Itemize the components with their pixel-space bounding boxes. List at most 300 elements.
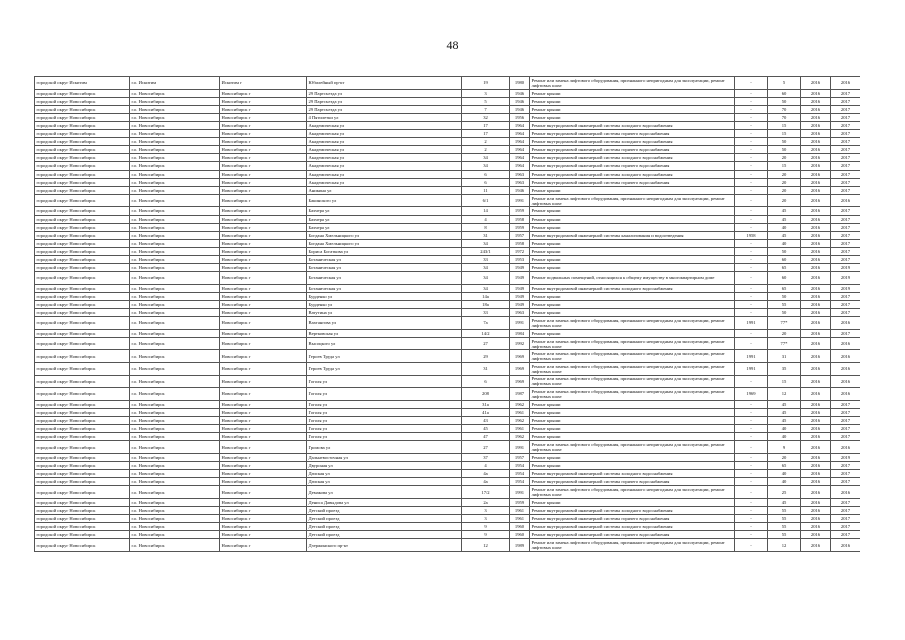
table-cell: - (735, 284, 768, 292)
table-cell: 31 (768, 350, 801, 363)
table-cell: 1961 (510, 506, 530, 514)
table-cell: 29 Партсъезда ул (307, 97, 462, 105)
table-cell: Новосибирск г (220, 264, 307, 272)
table-cell: 60 (768, 89, 801, 97)
table-cell: г.о. Новосибирск (130, 539, 220, 552)
table-cell: 43 (462, 416, 510, 424)
table-cell: 9 (768, 441, 801, 454)
table-cell: 2017 (831, 461, 861, 469)
table-cell: городской округ Новосибирск (35, 408, 130, 416)
table-cell: городской округ Новосибирск (35, 539, 130, 552)
table-cell: г.о. Новосибирск (130, 441, 220, 454)
table-cell: 34 (462, 272, 510, 285)
table-cell: г.о. Новосибирск (130, 408, 220, 416)
table-cell: 50 (768, 309, 801, 317)
table-cell: Ремонт крыши (530, 453, 735, 461)
table-row (35, 239, 861, 247)
table-cell: г.о. Новосибирск (130, 375, 220, 388)
table-cell: Ремонт внутридомовой инженерной системы горячего водоснабжения (530, 531, 735, 539)
table-cell: 1958 (510, 215, 530, 223)
table-cell: городской округ Новосибирск (35, 255, 130, 263)
table-row (35, 317, 861, 330)
table-cell: 2016 (801, 146, 831, 154)
table-row (35, 309, 861, 317)
table-cell: городской округ Новосибирск (35, 375, 130, 388)
table-cell: - (735, 433, 768, 441)
table-cell: 2016 (801, 292, 831, 300)
table-cell: 2016 (831, 194, 861, 207)
table-cell: 20 (768, 170, 801, 178)
table-cell: г.о. Новосибирск (130, 470, 220, 478)
table-cell: г.о. Новосибирск (130, 121, 220, 129)
table-cell: 29 Партсъезда ул (307, 105, 462, 113)
table-cell: 1959 (510, 207, 530, 215)
table-cell: 4а (462, 470, 510, 478)
table-cell: городской округ Новосибирск (35, 363, 130, 376)
table-cell: Ремонт или замена лифтового оборудования, признанного непригодным для эксплуатации, ремонт лифтовых шахт (530, 375, 735, 388)
table-cell: городской округ Новосибирск (35, 425, 130, 433)
table-cell: г.о. Новосибирск (130, 388, 220, 401)
table-row (35, 292, 861, 300)
table-cell: 1969 (510, 350, 530, 363)
table-cell: 55 (768, 531, 801, 539)
table-cell: 45 (768, 231, 801, 239)
table-cell: 2017 (831, 105, 861, 113)
table-cell: 2017 (831, 408, 861, 416)
table-cell: 1964 (510, 138, 530, 146)
table-cell: 2019 (831, 284, 861, 292)
table-cell: 9 (462, 523, 510, 531)
table-cell: Новосибирск г (220, 154, 307, 162)
table-row (35, 121, 861, 129)
table-cell: 1969 (735, 388, 768, 401)
table-cell: 29 (462, 350, 510, 363)
table-cell: 2019 (831, 264, 861, 272)
table-cell: 2016 (831, 539, 861, 552)
table-cell: г.о. Новосибирск (130, 215, 220, 223)
table-cell: Ремонт крыши (530, 461, 735, 469)
table-cell: 2016 (831, 375, 861, 388)
table-cell: 2017 (831, 309, 861, 317)
table-cell: г.о. Новосибирск (130, 300, 220, 308)
table-cell: 2017 (831, 97, 861, 105)
table-cell: - (735, 162, 768, 170)
table-cell: городской округ Новосибирск (35, 207, 130, 215)
table-cell: Ремонт крыши (530, 255, 735, 263)
table-cell: городской округ Новосибирск (35, 453, 130, 461)
table-cell: 2016 (801, 453, 831, 461)
table-cell: Ремонт крыши (530, 408, 735, 416)
table-cell: 1961 (510, 408, 530, 416)
table-row (35, 264, 861, 272)
table-cell: 1962 (510, 433, 530, 441)
table-cell: 31а (462, 400, 510, 408)
page-number: 48 (446, 38, 459, 52)
table-row (35, 408, 861, 416)
table-cell: Новосибирск г (220, 292, 307, 300)
table-cell: - (735, 478, 768, 486)
table-cell: - (735, 223, 768, 231)
table-cell: Новосибирск г (220, 523, 307, 531)
table-cell: 1960 (510, 531, 530, 539)
table-cell: 1961 (510, 425, 530, 433)
table-cell: - (735, 461, 768, 469)
table-cell: 40 (768, 470, 801, 478)
table-cell: 1963 (510, 178, 530, 186)
table-cell: Ремонт внутридомовой инженерной системы горячего водоснабжения (530, 162, 735, 170)
table-cell: городской округ Новосибирск (35, 154, 130, 162)
table-cell: Ботаническая ул (307, 264, 462, 272)
table-cell: городской округ Новосибирск (35, 506, 130, 514)
table-cell: 2016 (801, 231, 831, 239)
table-cell: Ботаническая ул (307, 284, 462, 292)
table-cell: 6 (462, 178, 510, 186)
table-cell: 77* (768, 317, 801, 330)
table-cell: 20 (768, 329, 801, 337)
table-cell: 37 (462, 453, 510, 461)
table-cell: Ремонт крыши (530, 433, 735, 441)
table-cell: Бурденко ул (307, 292, 462, 300)
table-cell: 2016 (801, 130, 831, 138)
table-cell: Новосибирск г (220, 170, 307, 178)
table-cell: городской округ Новосибирск (35, 105, 130, 113)
table-cell: г.о. Новосибирск (130, 272, 220, 285)
table-row (35, 284, 861, 292)
table-cell: 2017 (831, 207, 861, 215)
table-cell: городской округ Новосибирск (35, 146, 130, 154)
table-cell: Новосибирск г (220, 461, 307, 469)
table-cell: 243/1 (462, 247, 510, 255)
table-row (35, 363, 861, 376)
table-cell: 2016 (801, 309, 831, 317)
table-cell: 55 (768, 515, 801, 523)
table-cell: 1964 (510, 130, 530, 138)
table-cell: 27 (462, 441, 510, 454)
table-cell: Новосибирск г (220, 138, 307, 146)
table-cell: 1954 (510, 461, 530, 469)
table-cell: 2016 (801, 121, 831, 129)
table-cell: Ремонт или замена лифтового оборудования, признанного непригодным для эксплуатации, ремонт лифтовых шахт (530, 194, 735, 207)
table-cell: 34 (462, 162, 510, 170)
table-cell: Громова ул (307, 441, 462, 454)
table-row (35, 154, 861, 162)
table-cell: Новосибирск г (220, 515, 307, 523)
table-cell: городской округ Новосибирск (35, 515, 130, 523)
table-cell: 2016 (801, 317, 831, 330)
table-cell: Новосибирск г (220, 223, 307, 231)
table-cell: Новосибирск г (220, 121, 307, 129)
table-cell: 20 (768, 154, 801, 162)
table-cell: городской округ Новосибирск (35, 478, 130, 486)
table-cell: 2017 (831, 113, 861, 121)
table-cell: г.о. Новосибирск (130, 337, 220, 350)
table-cell: - (735, 89, 768, 97)
table-cell: Новосибирск г (220, 231, 307, 239)
table-cell: - (735, 309, 768, 317)
table-cell: - (735, 215, 768, 223)
table-cell: 45 (768, 498, 801, 506)
table-row (35, 523, 861, 531)
table-cell: г.о. Новосибирск (130, 486, 220, 499)
table-cell: г.о. Новосибирск (130, 264, 220, 272)
table-cell: - (735, 272, 768, 285)
table-cell: 1949 (510, 300, 530, 308)
table-row (35, 186, 861, 194)
table-cell: 2019 (831, 272, 861, 285)
table-cell: Новосибирск г (220, 337, 307, 350)
table-cell: - (735, 154, 768, 162)
table-cell: 60 (768, 255, 801, 263)
table-cell: 4а (462, 478, 510, 486)
table-row (35, 223, 861, 231)
table-cell: - (735, 506, 768, 514)
table-cell: г.о. Новосибирск (130, 350, 220, 363)
table-cell: городской округ Новосибирск (35, 264, 130, 272)
table-cell: 2016 (801, 461, 831, 469)
table-cell: городской округ Новосибирск (35, 441, 130, 454)
table-cell: 1957 (510, 453, 530, 461)
table-cell: - (735, 498, 768, 506)
table-cell: 12 (768, 388, 801, 401)
table-cell: Новосибирск г (220, 317, 307, 330)
table-cell: 31 (462, 231, 510, 239)
table-cell: 1954 (510, 478, 530, 486)
table-cell: 1991 (510, 486, 530, 499)
table-row (35, 170, 861, 178)
table-cell: Ботаническая ул (307, 272, 462, 285)
table-row (35, 350, 861, 363)
table-cell: 11 (462, 186, 510, 194)
table-cell: - (735, 375, 768, 388)
table-cell: городской округ Новосибирск (35, 272, 130, 285)
table-cell: г.о. Новосибирск (130, 130, 220, 138)
table-cell: Детский проезд (307, 531, 462, 539)
table-cell: 2017 (831, 470, 861, 478)
table-cell: 1964 (510, 162, 530, 170)
table-cell: - (735, 408, 768, 416)
table-cell: Ремонт крыши (530, 300, 735, 308)
table-cell: Ремонт крыши (530, 309, 735, 317)
table-cell: 1969 (510, 375, 530, 388)
table-cell: 2017 (831, 506, 861, 514)
table-cell: городской округ Новосибирск (35, 130, 130, 138)
table-cell: 4 (462, 215, 510, 223)
table-cell: Детский проезд (307, 515, 462, 523)
table-cell: Ремонт внутридомовой инженерной системы горячего водоснабжения (530, 515, 735, 523)
table-cell: Богдана Хмельницкого ул (307, 231, 462, 239)
table-cell: г.о. Новосибирск (130, 247, 220, 255)
table-cell: Бориса Богаткова ул (307, 247, 462, 255)
table-cell: 2017 (831, 178, 861, 186)
table-cell: Юбилейный пр-кт (307, 77, 462, 90)
table-cell: г.о. Новосибирск (130, 317, 220, 330)
table-row (35, 89, 861, 97)
table-cell: городской округ Новосибирск (35, 223, 130, 231)
table-cell: - (735, 441, 768, 454)
table-cell: Ремонт крыши (530, 207, 735, 215)
table-cell: Новосибирск г (220, 309, 307, 317)
table-cell: 50 (768, 138, 801, 146)
table-cell: г.о. Новосибирск (130, 425, 220, 433)
table-cell: 1964 (510, 121, 530, 129)
document-sheet (34, 76, 860, 606)
table-cell: 65 (768, 264, 801, 272)
table-cell: - (735, 400, 768, 408)
table-cell: 45 (462, 425, 510, 433)
table-cell: 2016 (801, 329, 831, 337)
table-cell: Бакинского ул (307, 194, 462, 207)
table-cell: 1946 (510, 105, 530, 113)
table-cell: городской округ Новосибирск (35, 194, 130, 207)
table-cell: 2017 (831, 130, 861, 138)
table-cell: 1972 (510, 247, 530, 255)
table-cell: г.о. Новосибирск (130, 433, 220, 441)
table-cell: 7 (462, 105, 510, 113)
table-cell: Бурденко ул (307, 300, 462, 308)
table-cell: 1964 (510, 146, 530, 154)
table-cell: 2016 (801, 89, 831, 97)
table-cell: Новосибирск г (220, 375, 307, 388)
table-cell: Вертковская ул (307, 329, 462, 337)
table-cell: 2016 (801, 506, 831, 514)
table-cell: Новосибирск г (220, 162, 307, 170)
table-cell: - (735, 264, 768, 272)
table-row (35, 300, 861, 308)
table-cell: г.о. Новосибирск (130, 498, 220, 506)
table-cell: г.о. Новосибирск (130, 416, 220, 424)
table-cell: 2017 (831, 231, 861, 239)
table-cell: Ботаническая ул (307, 255, 462, 263)
table-cell: 2016 (801, 498, 831, 506)
table-cell: г.о. Новосибирск (130, 461, 220, 469)
table-cell: 12 (768, 539, 801, 552)
table-cell: Ремонт или замена лифтового оборудования, признанного непригодным для эксплуатации, ремонт лифтовых шахт (530, 441, 735, 454)
table-cell: - (735, 121, 768, 129)
table-cell: 1953 (510, 255, 530, 263)
table-cell: городской округ Новосибирск (35, 470, 130, 478)
table-cell: городской округ Новосибирск (35, 215, 130, 223)
table-row (35, 337, 861, 350)
table-cell: - (735, 416, 768, 424)
table-cell: 2017 (831, 146, 861, 154)
table-cell: Демакова ул (307, 486, 462, 499)
table-cell: г.о. Новосибирск (130, 113, 220, 121)
table-cell: 32 (462, 113, 510, 121)
table-cell: городской округ Новосибирск (35, 247, 130, 255)
table-cell: - (735, 470, 768, 478)
table-cell: 50 (768, 146, 801, 154)
table-cell: Академическая ул (307, 121, 462, 129)
table-cell: Новосибирск г (220, 146, 307, 154)
table-cell: Новосибирск г (220, 113, 307, 121)
table-cell: Героев Труда ул (307, 350, 462, 363)
table-cell: 60 (768, 272, 801, 285)
table-cell: - (735, 523, 768, 531)
table-cell: 2016 (831, 363, 861, 376)
table-cell: 2017 (831, 162, 861, 170)
table-cell: - (735, 425, 768, 433)
table-cell: Ремонт внутридомовой инженерной системы холодного водоснабжения (530, 506, 735, 514)
table-cell: Академическая ул (307, 130, 462, 138)
table-cell: 2016 (831, 388, 861, 401)
table-cell: Детский проезд (307, 523, 462, 531)
table-cell: 2016 (801, 97, 831, 105)
table-cell: Гоголя ул (307, 425, 462, 433)
table-cell: 50 (768, 97, 801, 105)
table-cell: 2017 (831, 223, 861, 231)
table-cell: 2016 (801, 350, 831, 363)
table-row (35, 400, 861, 408)
table-cell: 2016 (801, 272, 831, 285)
table-cell: Двуроная ул (307, 461, 462, 469)
table-cell: 45 (768, 400, 801, 408)
table-cell: 2016 (801, 363, 831, 376)
table-cell: городской округ Новосибирск (35, 317, 130, 330)
table-cell: г.о. Новосибирск (130, 154, 220, 162)
table-cell: 1958 (735, 231, 768, 239)
table-cell: 33 (462, 255, 510, 263)
table-cell: Ремонт крыши (530, 247, 735, 255)
table-cell: 2016 (801, 470, 831, 478)
repair-table (34, 76, 860, 552)
table-cell: Гоголя ул (307, 433, 462, 441)
table-cell: 2016 (801, 375, 831, 388)
table-cell: 1991 (510, 441, 530, 454)
table-cell: г.о. Новосибирск (130, 162, 220, 170)
table-cell: Новосибирск г (220, 207, 307, 215)
table-cell: 15 (768, 130, 801, 138)
table-cell: Ремонт крыши (530, 97, 735, 105)
table-cell: 2017 (831, 329, 861, 337)
table-cell: 2016 (801, 425, 831, 433)
table-cell: 2017 (831, 186, 861, 194)
table-cell: Ремонт внутридомовой инженерной системы холодного водоснабжения (530, 138, 735, 146)
table-cell: 1962 (510, 416, 530, 424)
table-cell: Новосибирск г (220, 441, 307, 454)
table-row (35, 247, 861, 255)
table-cell: 2а (462, 498, 510, 506)
table-cell: Ремонт или замена лифтового оборудования, признанного непригодным для эксплуатации, ремонт лифтовых шахт (530, 539, 735, 552)
table-row (35, 461, 861, 469)
table-cell: 15 (768, 162, 801, 170)
table-cell: Бахчера ул (307, 223, 462, 231)
table-cell: городской округ Новосибирск (35, 350, 130, 363)
table-cell: г.о. Новосибирск (130, 329, 220, 337)
table-cell: - (735, 178, 768, 186)
table-cell: 8 (462, 223, 510, 231)
table-cell: 50 (768, 292, 801, 300)
table-cell: городской округ Новосибирск (35, 388, 130, 401)
table-cell: 2016 (801, 539, 831, 552)
table-cell: 2016 (801, 239, 831, 247)
table-cell: 1960 (510, 523, 530, 531)
table-cell: 1980 (510, 77, 530, 90)
table-cell: г.о. Новосибирск (130, 400, 220, 408)
table-cell: 2016 (801, 170, 831, 178)
table-cell: 1954 (510, 470, 530, 478)
table-cell: Детский проезд (307, 506, 462, 514)
table-cell: 55 (768, 300, 801, 308)
table-cell: Новосибирск г (220, 425, 307, 433)
table-cell: Ремонт крыши (530, 105, 735, 113)
table-cell: Новосибирск г (220, 186, 307, 194)
table-cell: г.о. Новосибирск (130, 97, 220, 105)
table-row (35, 531, 861, 539)
table-cell: - (735, 207, 768, 215)
table-cell: - (735, 170, 768, 178)
table-cell: 19 (462, 77, 510, 90)
table-cell: 17/2 (462, 486, 510, 499)
